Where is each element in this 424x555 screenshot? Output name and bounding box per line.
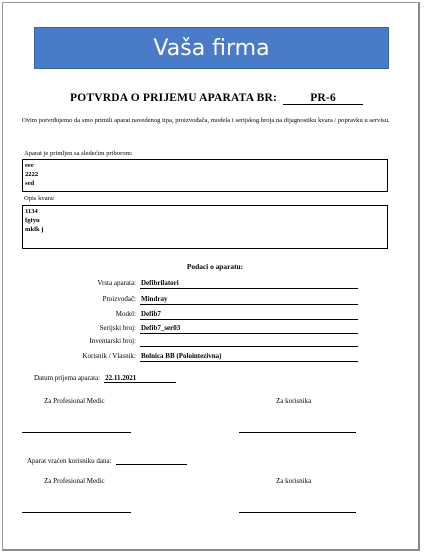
field-value: Defib7 [140, 310, 358, 320]
return-date-label: Aparat vraćen korisniku dana: [27, 457, 112, 465]
device-field-model [80, 310, 358, 320]
device-field-serial [80, 324, 358, 334]
field-label: Korisnik / Vlasnik: [82, 352, 136, 360]
receipt-right-signature-line [239, 432, 356, 433]
receipt-right-signature-label: Za korisnika [276, 397, 312, 405]
receipt-date-row [34, 374, 176, 383]
fault-line: fgtyu [25, 217, 40, 225]
field-label: Proizvođač: [102, 295, 136, 303]
accessories-line: 2222 [25, 171, 39, 179]
intro-paragraph: Ovim potvrđujemo da smo primili aparat navedenog tipa, proizvođača, modela i serijskog broja na dijagnostiku kvara / popravku u servisu. [22, 117, 390, 124]
accessories-line: sed [25, 180, 35, 188]
fault-box [22, 205, 388, 249]
accessories-box [22, 159, 388, 192]
receipt-left-signature-line [22, 432, 131, 433]
accessories-line: eee [25, 162, 34, 169]
field-label: Serijski broj: [99, 324, 136, 332]
device-section-title: Podaci o aparatu: [186, 262, 244, 271]
field-label: Inventarski broj: [89, 337, 136, 345]
receipt-left-signature-label: Za Profesional Medic [44, 397, 105, 405]
fault-line: mklk j [25, 226, 44, 234]
field-label: Vrsta aparata: [97, 279, 136, 287]
return-left-signature-label: Za Profesional Medic [44, 477, 105, 485]
device-field-owner [80, 352, 358, 362]
fault-line: 1134 [25, 208, 38, 215]
document-title-text: POTVRDA O PRIJEMU APARATA BR: [70, 92, 278, 104]
device-field-inventory [80, 337, 358, 347]
document-title [70, 92, 370, 105]
return-right-signature-line [239, 512, 356, 513]
field-value: Bolnica BB (Polointezivna) [140, 352, 358, 362]
device-field-manufacturer [80, 295, 358, 305]
accessories-label: Aparat je primljen sa sledećim priborom: [24, 150, 133, 157]
return-right-signature-label: Za korisnika [276, 477, 312, 485]
return-date-line [116, 455, 187, 465]
company-banner [34, 27, 389, 69]
receipt-date-value: 22.11.2021 [104, 374, 176, 383]
field-label: Model: [115, 310, 136, 318]
page-border [2, 2, 420, 551]
field-value [140, 337, 358, 347]
receipt-date-label: Datum prijema aparata: [34, 374, 101, 382]
return-left-signature-line [22, 512, 131, 513]
field-value: Mindray [140, 295, 358, 305]
field-value: Defib7_ser03 [140, 324, 358, 334]
document-number: PR-6 [283, 92, 363, 105]
company-name: Vaša firma [153, 35, 270, 61]
field-value: Defibrilatori [140, 279, 358, 289]
device-field-type [80, 279, 358, 289]
fault-label: Opis kvara: [24, 195, 55, 202]
return-date-row [27, 455, 187, 465]
